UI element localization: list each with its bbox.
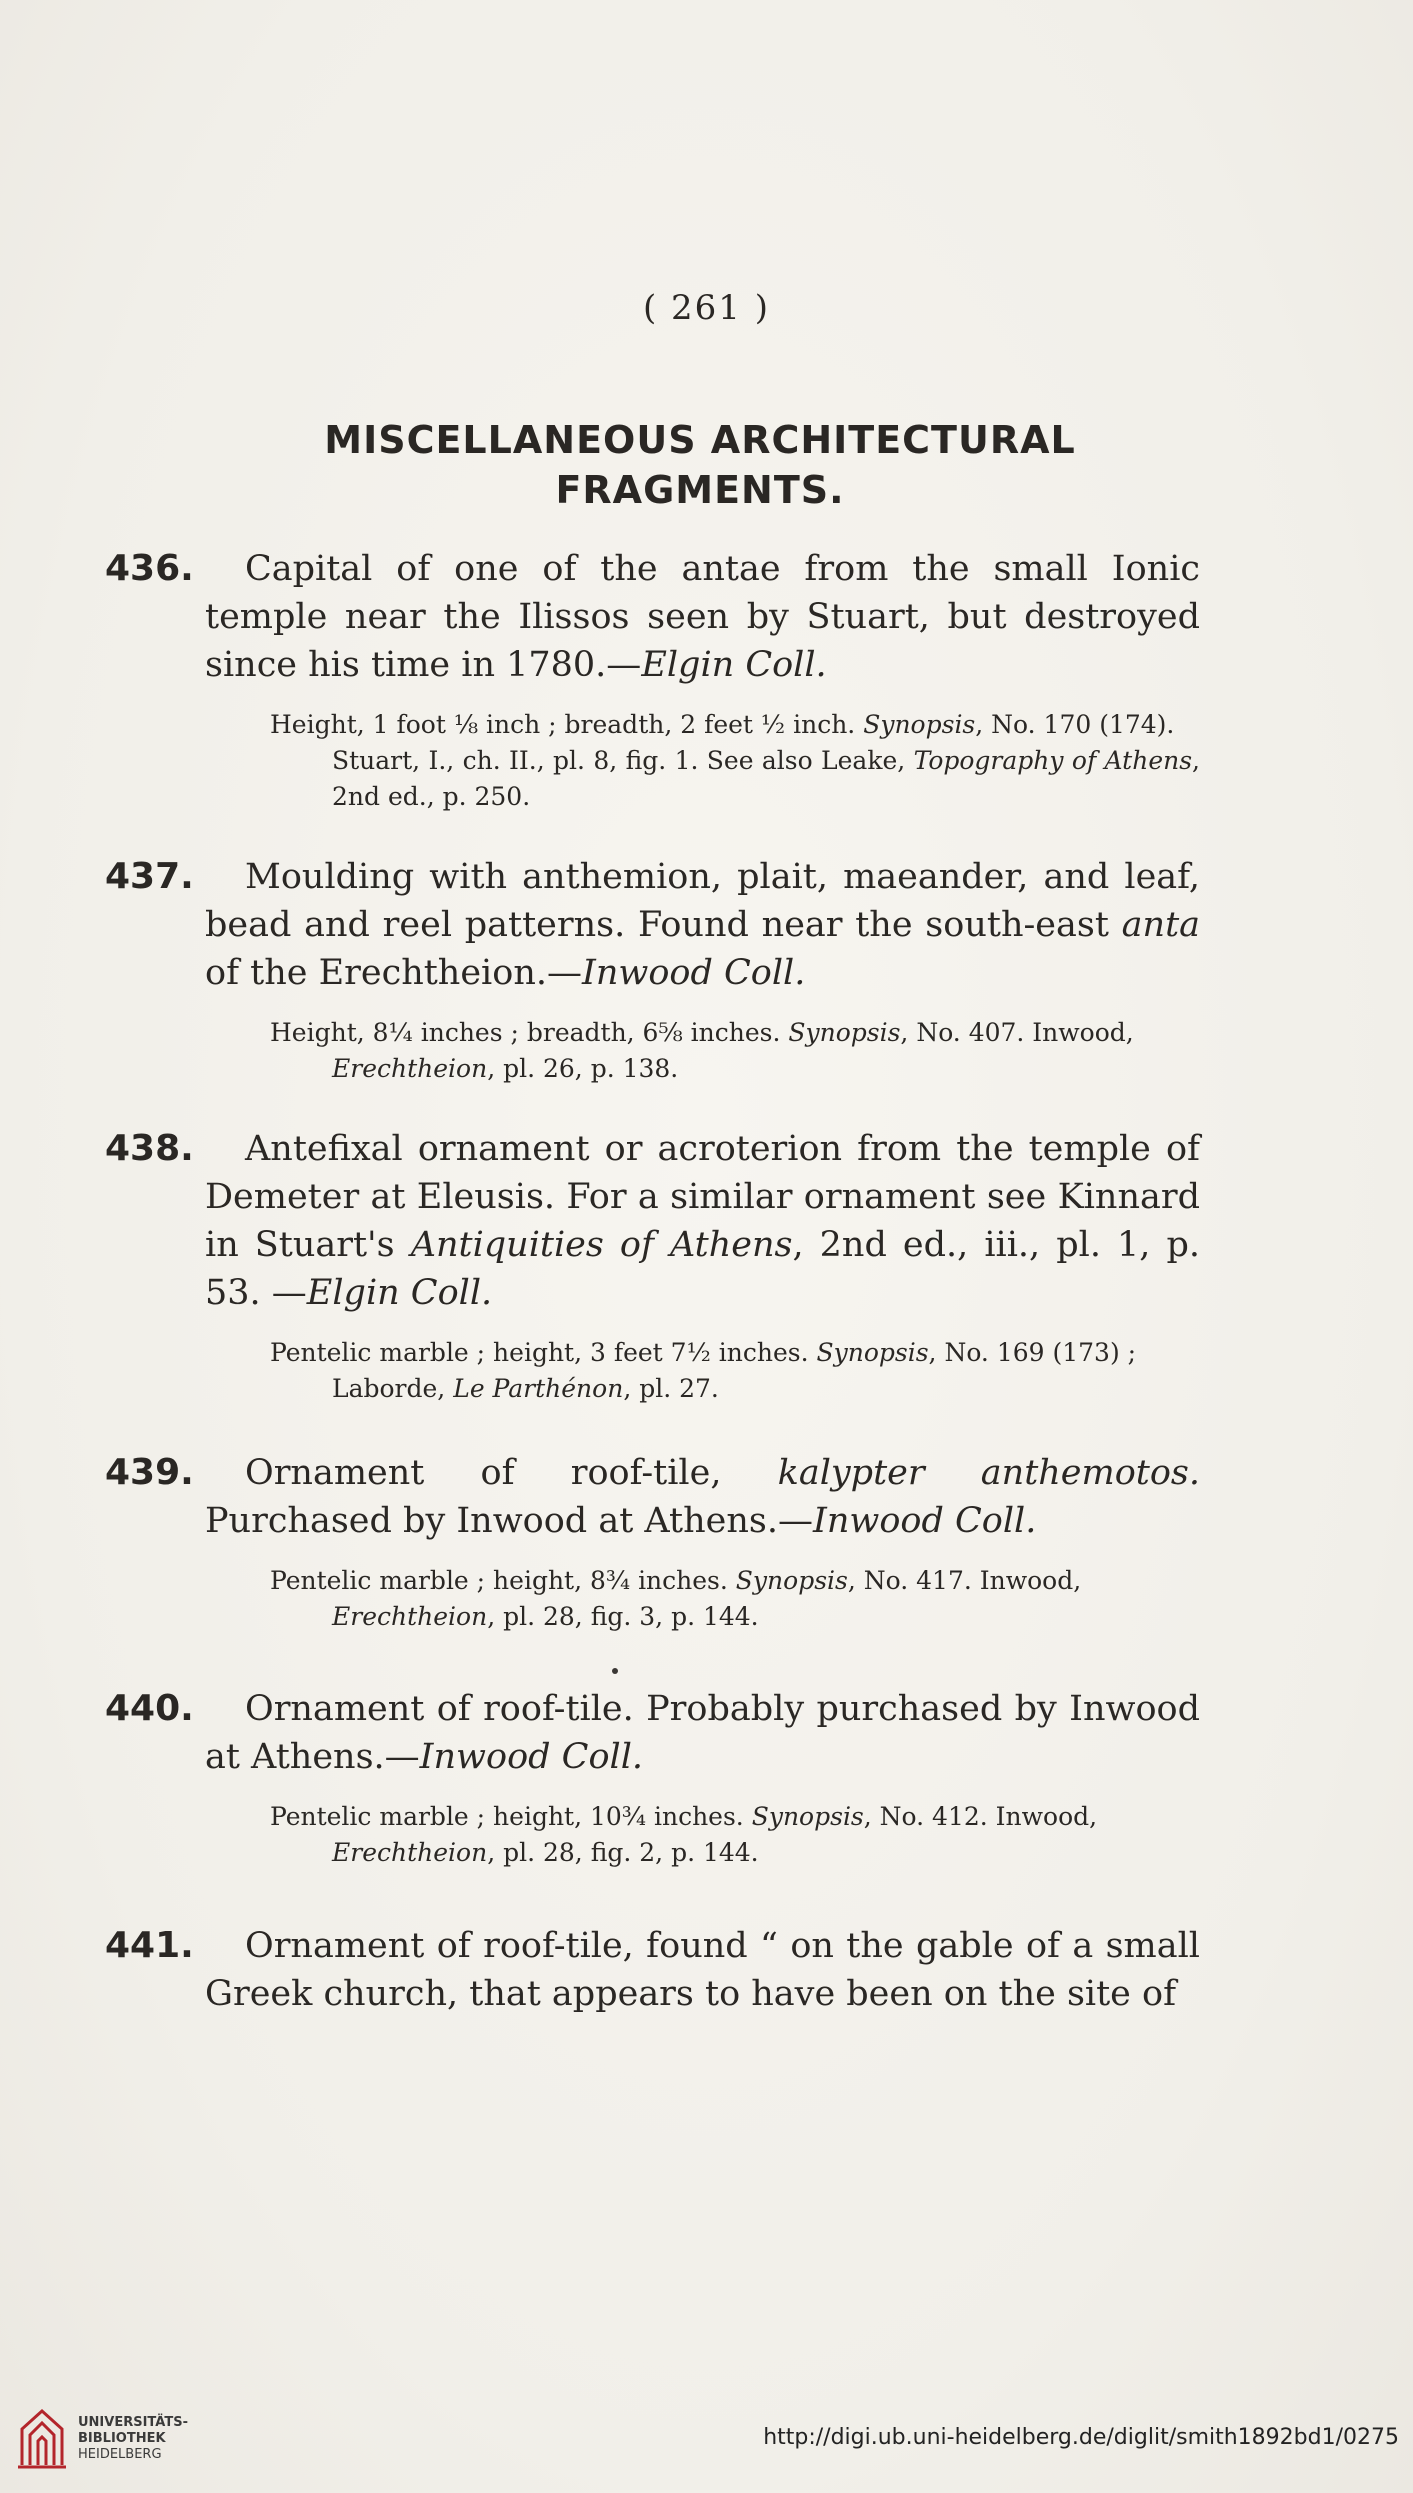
source-url-link[interactable]: http://digi.ub.uni-heidelberg.de/diglit/smith1892bd1/0275 [763, 2425, 1399, 2450]
entry-note [205, 1015, 1200, 1087]
entry-text [205, 1685, 1200, 1781]
entry-text-part: Ornament of roof-tile, found “ on the gable of a small Greek church, that appears to have been on the site of [205, 1926, 1200, 2014]
page-number: ( 261 ) [642, 288, 771, 328]
entry-number: 439. [105, 1452, 194, 1493]
note-italic: Erechtheion [332, 1602, 488, 1631]
note-text: , No. 407. Inwood, [900, 1018, 1134, 1047]
note-italic: Erechtheion [332, 1838, 488, 1867]
entry-text [205, 853, 1200, 997]
catalogue-entry-439 [105, 1449, 1200, 1635]
note-italic: Synopsis [863, 710, 976, 739]
italic-term: anta [1121, 905, 1200, 945]
note-text: Pentelic marble ; height, 3 feet 7½ inches. [270, 1338, 817, 1367]
university-library-logo-icon [16, 2405, 68, 2471]
note-italic: Synopsis [816, 1338, 929, 1367]
note-text: , No. 169 (173) ; [928, 1338, 1137, 1367]
section-heading [200, 415, 1200, 515]
note-italic: Synopsis [788, 1018, 901, 1047]
note-text: , pl. 26, p. 138. [487, 1054, 679, 1083]
library-name-line: HEIDELBERG [78, 2447, 162, 2462]
entry-note [205, 1799, 1200, 1871]
heading-line-1: MISCELLANEOUS ARCHITECTURAL [324, 418, 1076, 462]
entry-number: 436. [105, 548, 194, 589]
entry-text-part: of the Erechtheion.— [205, 953, 582, 993]
entry-text [205, 545, 1200, 689]
library-name-line: BIBLIOTHEK [78, 2431, 166, 2446]
catalogue-entry-436 [105, 545, 1200, 815]
collection-name: Inwood Coll. [582, 953, 806, 993]
entry-text-part: Capital of one of the antae from the small Ionic temple near the Ilissos seen by Stuart, but destroyed since his time in 1780.— [205, 549, 1200, 685]
collection-name: Elgin Coll. [306, 1273, 493, 1313]
catalogue-entry-440 [105, 1685, 1200, 1871]
catalogue-entry-438 [105, 1125, 1200, 1407]
note-text: Stuart, I., ch. II., pl. 8, fig. 1. See also Leake, [332, 746, 914, 775]
note-text: Pentelic marble ; height, 10¾ inches. [270, 1802, 752, 1831]
italic-term: kalypter anthemotos. [777, 1453, 1200, 1493]
note-text: , No. 412. Inwood, [863, 1802, 1098, 1831]
note-italic: Synopsis [751, 1802, 864, 1831]
note-italic: Le Parthénon [453, 1374, 624, 1403]
entry-note [205, 707, 1200, 815]
entry-text-part: Moulding with anthemion, plait, maeander, and leaf, bead and reel patterns. Found near the south-east [205, 857, 1200, 945]
entry-text [205, 1449, 1200, 1545]
note-text: , pl. 28, fig. 2, p. 144. [487, 1838, 759, 1867]
library-name [78, 2415, 188, 2463]
catalogue-entry-437 [105, 853, 1200, 1087]
collection-name: Elgin Coll. [641, 645, 827, 685]
note-text: , pl. 28, fig. 3, p. 144. [487, 1602, 759, 1631]
note-italic: Erechtheion [332, 1054, 488, 1083]
entry-text [205, 1922, 1200, 2018]
note-italic: Synopsis [735, 1566, 848, 1595]
entry-note [205, 1563, 1200, 1635]
entry-number: 440. [105, 1688, 194, 1729]
entry-number: 438. [105, 1128, 194, 1169]
collection-name: Inwood Coll. [813, 1501, 1037, 1541]
entry-note [205, 1335, 1200, 1407]
entry-text-part: , 2nd ed., iii., pl. 1, p. 53. — [205, 1225, 1200, 1313]
entry-text-part: Ornament of roof-tile, [245, 1453, 778, 1493]
footer-bar [0, 2385, 1413, 2493]
entry-text-part: Antefixal ornament or acroterion from the temple of Demeter at Eleusis. For a similar ornament see Kinnard in Stuart's [205, 1129, 1200, 1265]
note-text: , pl. 27. [623, 1374, 719, 1403]
note-text: , No. 170 (174). [975, 710, 1175, 739]
entry-text [205, 1125, 1200, 1317]
entry-number: 437. [105, 856, 194, 897]
note-text: , 2nd ed., p. 250. [332, 746, 1200, 811]
note-text: Height, 8¼ inches ; breadth, 6⅝ inches. [270, 1018, 789, 1047]
ink-speck [612, 1668, 618, 1674]
catalogue-entry-441 [105, 1922, 1200, 2018]
entry-text-part: Ornament of roof-tile. Probably purchased by Inwood at Athens.— [205, 1689, 1200, 1777]
note-italic: Topography of Athens [913, 746, 1193, 775]
entry-text-part: Purchased by Inwood at Athens.— [205, 1501, 814, 1541]
note-text: , No. 417. Inwood, [847, 1566, 1082, 1595]
note-text: Pentelic marble ; height, 8¾ inches. [270, 1566, 736, 1595]
note-text: Laborde, [332, 1374, 454, 1403]
library-name-line: UNIVERSITÄTS- [78, 2415, 188, 2430]
entry-number: 441. [105, 1925, 194, 1966]
note-text: Height, 1 foot ⅛ inch ; breadth, 2 feet ½ inch. [270, 710, 864, 739]
italic-title: Antiquities of Athens [410, 1225, 793, 1265]
collection-name: Inwood Coll. [419, 1737, 644, 1777]
heading-line-2: FRAGMENTS. [555, 468, 845, 512]
